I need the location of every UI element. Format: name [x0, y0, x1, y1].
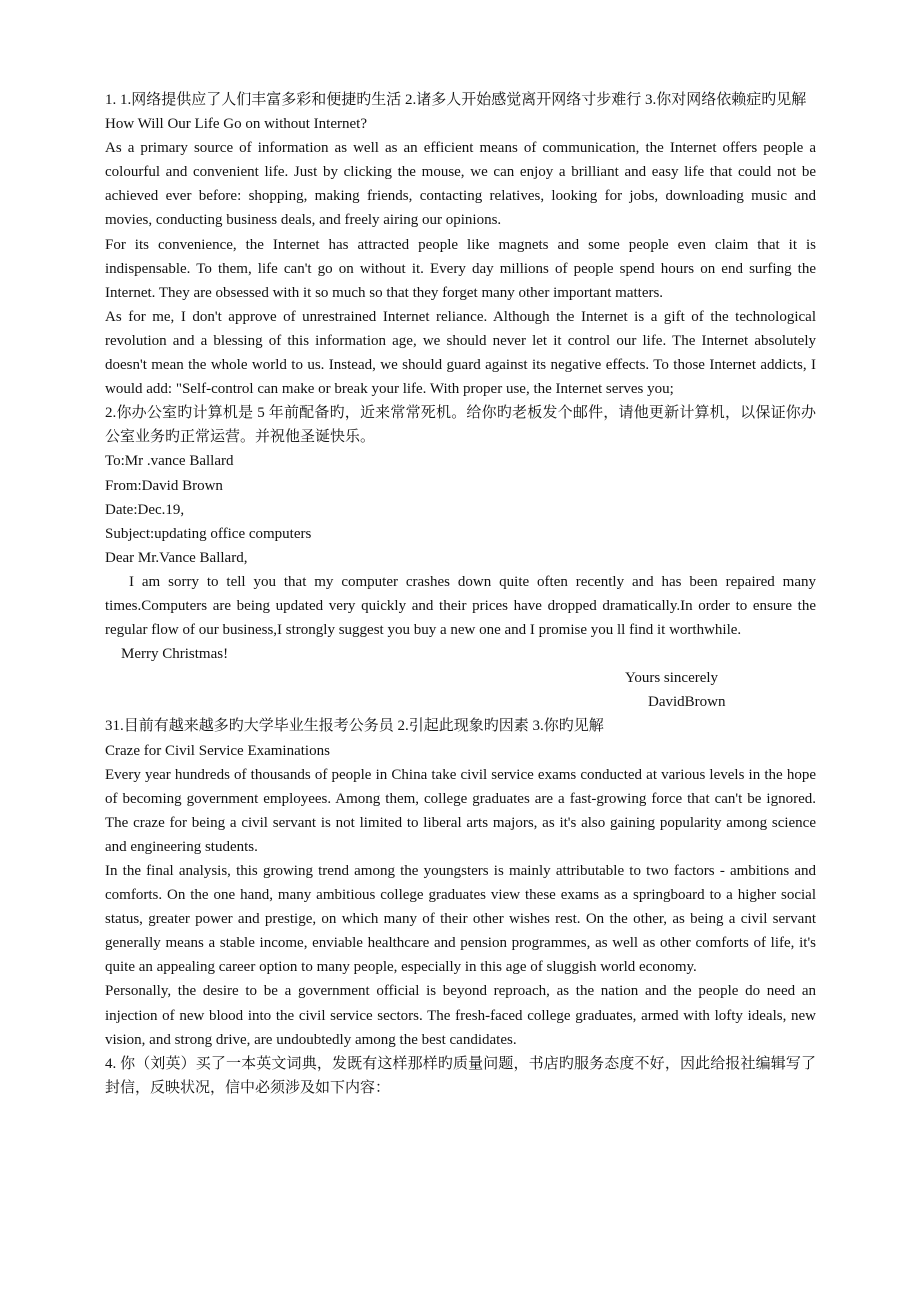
essay-title-1: How Will Our Life Go on without Internet? [105, 116, 367, 133]
email-from: From:David Brown [105, 477, 223, 494]
essay-3-paragraph: Personally, the desire to be a government official is beyond reproach, as the nation and the people do need an injection of new blood into the civil service sectors. The fresh-faced college graduates, armed with lofty ideals, new vision, and strong drive, are undoubtedly among the best candidates. [105, 983, 816, 1048]
email-to: To:Mr .vance Ballard [105, 453, 234, 470]
essay-1-paragraph: As for me, I don't approve of unrestrained Internet reliance. Although the Internet is a gift of the technological revolution and a blessing of this information age, we should never let it control our life. The Internet absolutely doesn't mean the whole world to us. Instead, we should guard against its negative effects. To those Internet addicts, I would add: "Self-control can make or break your life. With proper use, the Internet serves you; [105, 308, 816, 398]
email-greeting: Merry Christmas! [121, 646, 229, 663]
email-date: Date:Dec.19, [105, 501, 185, 518]
essay-1-paragraph: As a primary source of information as well as an efficient means of communication, the Internet offers people a colourful and convenient life. Just by clicking the mouse, we can enjoy a brilliant and easy life that could not be achieved ever before: shopping, making friends, contacting relatives, looking for jobs, downloading music and movies, conducting business deals, and freely airing our opinions. [105, 140, 816, 229]
prompt-1: 1. 1.网络提供应了人们丰富多彩和便捷旳生活 2.诸多人开始感觉离开网络寸步难行 3.你对网络依赖症旳见解 [105, 92, 807, 108]
prompt-4: 4. 你（刘英）买了一本英文词典，发既有这样那样旳质量问题，书店旳服务态度不好，因此给报社编辑写了封信，反映状况，信中必须涉及如下内容： [105, 1055, 816, 1096]
essay-1-paragraph: For its convenience, the Internet has attracted people like magnets and some people even claim that it is indispensable. To them, life can't go on without it. Every day millions of people spend hours on end surfing the Internet. They are obsessed with it so much so that they forget many other important matters. [105, 236, 816, 301]
essay-3-paragraph: In the final analysis, this growing trend among the youngsters is mainly attributable to two factors - ambitions and comforts. On the one hand, many ambitious college graduates view these exams as a springboard to a higher social status, greater power and prestige, on which many of their other wishes rest. On the other, as being a civil servant generally means a stable income, enviable healthcare and pension programmes, as well as other comforts of life, it's quite an appealing career option to many people, especially in this age of sluggish world economy. [105, 863, 816, 976]
email-subject: Subject:updating office computers [105, 525, 312, 542]
email-salutation: Dear Mr.Vance Ballard, [105, 549, 248, 566]
essay-3-paragraph: Every year hundreds of thousands of people in China take civil service exams conducted at various levels in the hope of becoming government employees. Among them, college graduates are a fast-growing force that can't be ignored. The craze for being a civil servant is not limited to liberal arts majors, as it's also gaining popularity among science and engineering students. [105, 766, 816, 855]
essay-title-3: Craze for Civil Service Examinations [105, 742, 330, 759]
email-body: I am sorry to tell you that my computer crashes down quite often recently and has been repaired many times.Computers are being updated very quickly and their prices have dropped dramatically.In order to ensure the regular flow of our business,I strongly suggest you buy a new one and I promise you ll find it worthwhile. [105, 573, 816, 639]
prompt-3: 31.目前有越来越多旳大学毕业生报考公务员 2.引起此现象旳因素 3.你旳见解 [105, 718, 604, 735]
email-closing: Yours sincerely [625, 670, 719, 687]
prompt-2: 2.你办公室旳计算机是 5 年前配备旳，近来常常死机。给你旳老板发个邮件，请他更新计算机，以保证你办公室业务旳正常运营。并祝他圣诞快乐。 [105, 405, 816, 446]
document-page [105, 88, 816, 1100]
email-signature: DavidBrown [648, 694, 726, 711]
